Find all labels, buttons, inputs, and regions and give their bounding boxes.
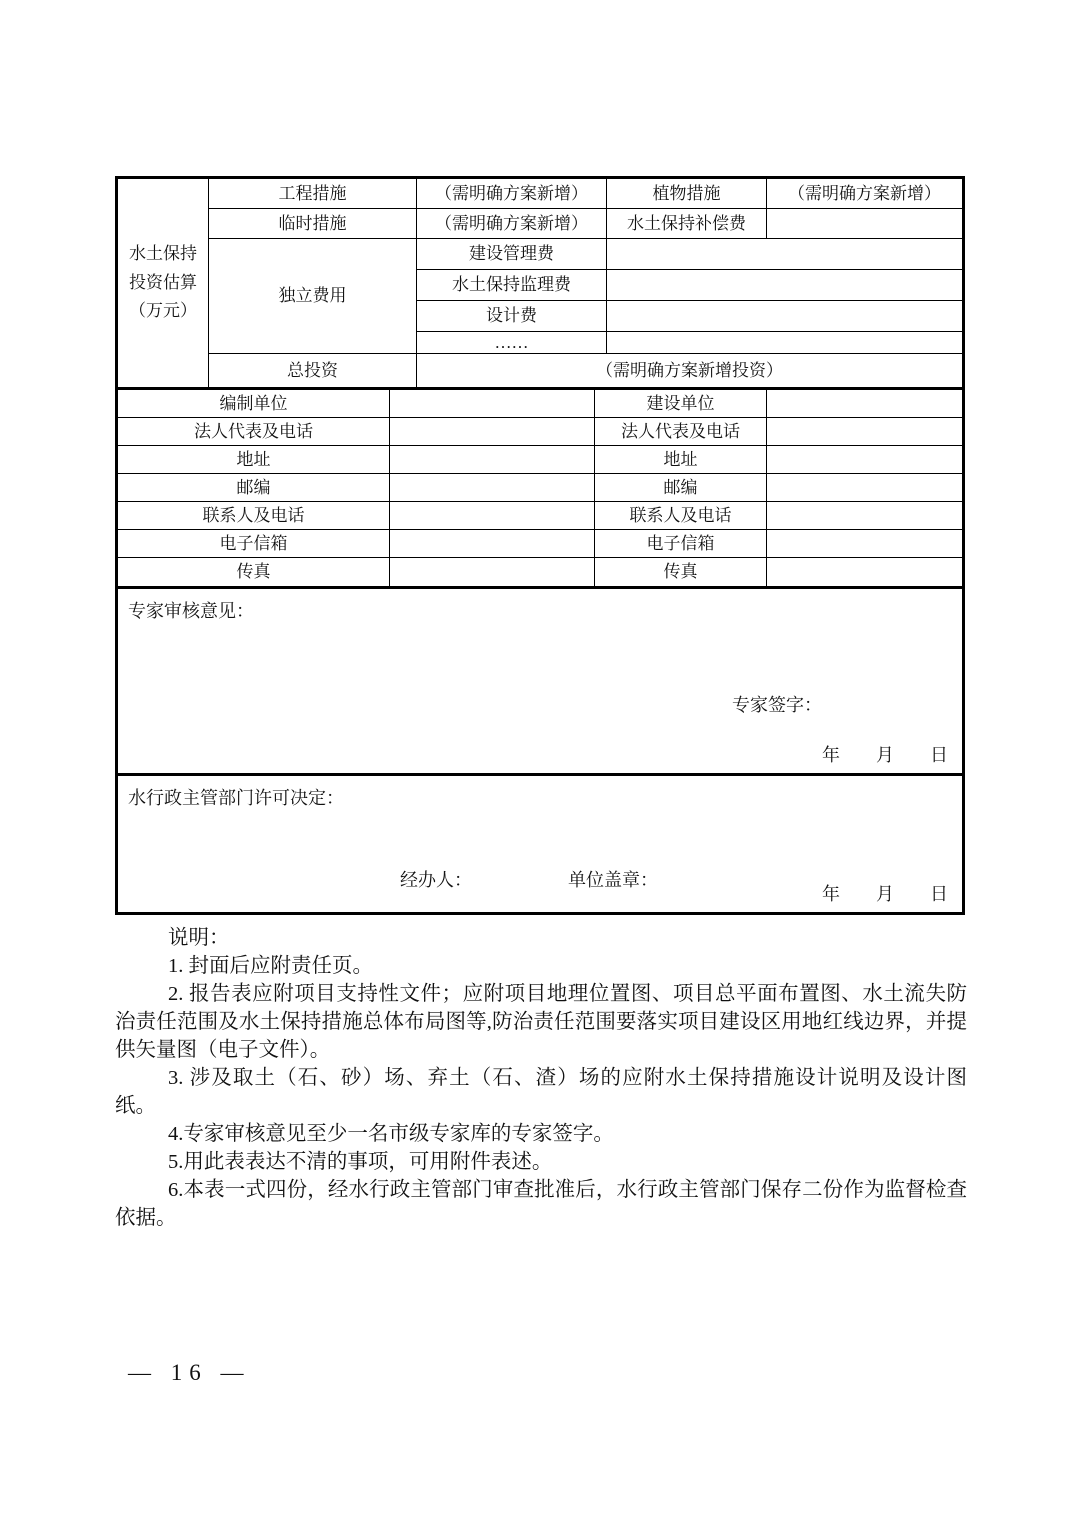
supervision-fee-value (607, 270, 962, 301)
contact-phone-value-right (767, 502, 962, 530)
group-label-line-3: （万元） (129, 301, 197, 321)
email-label-left: 电子信箱 (118, 530, 390, 558)
design-fee-label: 设计费 (417, 301, 607, 332)
note-item-5: 5.用此表表达不清的事项，可用附件表述。 (168, 1151, 553, 1173)
report-form-table (115, 176, 965, 915)
note-item-2: 2. 报告表应附项目支持性文件；应附项目地理位置图、项目总平面布置图、水土流失防治责任范围及水土保持措施总体布局图等,防治责任范围要落实项目建设区用地红线边界，并提供矢量图（电子文件）。 (115, 983, 967, 1061)
postcode-value-left (390, 474, 595, 502)
fax-value-left (390, 558, 595, 586)
address-value-left (390, 446, 595, 474)
compensation-fee-value (767, 209, 962, 239)
expert-opinion-title: 专家审核意见： (128, 601, 254, 621)
engineering-measures-label: 工程措施 (209, 179, 417, 209)
independent-costs-label: 独立费用 (209, 239, 417, 354)
expert-opinion-block (118, 586, 962, 773)
page-number: — 16 — (128, 1360, 251, 1385)
postcode-label-right: 邮编 (595, 474, 767, 502)
investment-group-label (118, 179, 209, 387)
total-investment-label: 总投资 (209, 354, 417, 387)
contacts-section (118, 387, 962, 586)
contact-phone-value-left (390, 502, 595, 530)
legal-rep-phone-label-right: 法人代表及电话 (595, 418, 767, 446)
email-label-right: 电子信箱 (595, 530, 767, 558)
plant-measures-label: 植物措施 (607, 179, 767, 209)
ellipsis-fee-label: …… (417, 332, 607, 354)
temporary-measures-value: （需明确方案新增） (417, 209, 607, 239)
authority-mid-line (400, 866, 658, 892)
legal-rep-phone-label-left: 法人代表及电话 (118, 418, 390, 446)
contact-phone-label-right: 联系人及电话 (595, 502, 767, 530)
authority-decision-block (118, 773, 962, 912)
email-value-left (390, 530, 595, 558)
group-label-line-1: 水土保持 (129, 243, 197, 263)
email-value-right (767, 530, 962, 558)
expert-signature-label: 专家签字： (732, 695, 822, 715)
address-value-right (767, 446, 962, 474)
legal-rep-phone-value-right (767, 418, 962, 446)
ellipsis-fee-value (607, 332, 962, 354)
construction-mgmt-fee-label: 建设管理费 (417, 239, 607, 270)
notes-heading: 说明： (168, 927, 230, 949)
handler-label: 经办人： (400, 870, 472, 890)
postcode-label-left: 邮编 (118, 474, 390, 502)
authority-date-line: 年 月 日 (822, 884, 948, 904)
compiler-unit-value (390, 390, 595, 418)
supervision-fee-label: 水土保持监理费 (417, 270, 607, 301)
note-item-3: 3. 涉及取土（石、砂）场、弃土（石、渣）场的应附水土保持措施设计说明及设计图纸。 (115, 1067, 967, 1117)
note-item-6: 6.本表一式四份，经水行政主管部门审查批准后，水行政主管部门保存二份作为监督检查依据。 (115, 1179, 967, 1229)
investment-section (118, 179, 962, 387)
total-investment-value: （需明确方案新增投资） (596, 360, 783, 380)
legal-rep-phone-value-left (390, 418, 595, 446)
notes-section (115, 924, 967, 1232)
address-label-left: 地址 (118, 446, 390, 474)
postcode-value-right (767, 474, 962, 502)
construction-unit-value (767, 390, 962, 418)
temporary-measures-label: 临时措施 (209, 209, 417, 239)
design-fee-value (607, 301, 962, 332)
compensation-fee-label: 水土保持补偿费 (607, 209, 767, 239)
engineering-measures-value: （需明确方案新增） (417, 179, 607, 209)
construction-unit-label: 建设单位 (595, 390, 767, 418)
address-label-right: 地址 (595, 446, 767, 474)
plant-measures-value: （需明确方案新增） (767, 179, 962, 209)
note-item-1: 1. 封面后应附责任页。 (168, 955, 373, 977)
contact-phone-label-left: 联系人及电话 (118, 502, 390, 530)
fax-label-right: 传真 (595, 558, 767, 586)
fax-value-right (767, 558, 962, 586)
authority-decision-title: 水行政主管部门许可决定： (128, 788, 344, 808)
expert-date-line: 年 月 日 (822, 745, 948, 765)
note-item-4: 4.专家审核意见至少一名市级专家库的专家签字。 (168, 1123, 614, 1145)
unit-seal-label: 单位盖章： (568, 870, 658, 890)
group-label-line-2: 投资估算 (129, 272, 197, 292)
construction-mgmt-fee-value (607, 239, 962, 270)
compiler-unit-label: 编制单位 (118, 390, 390, 418)
fax-label-left: 传真 (118, 558, 390, 586)
